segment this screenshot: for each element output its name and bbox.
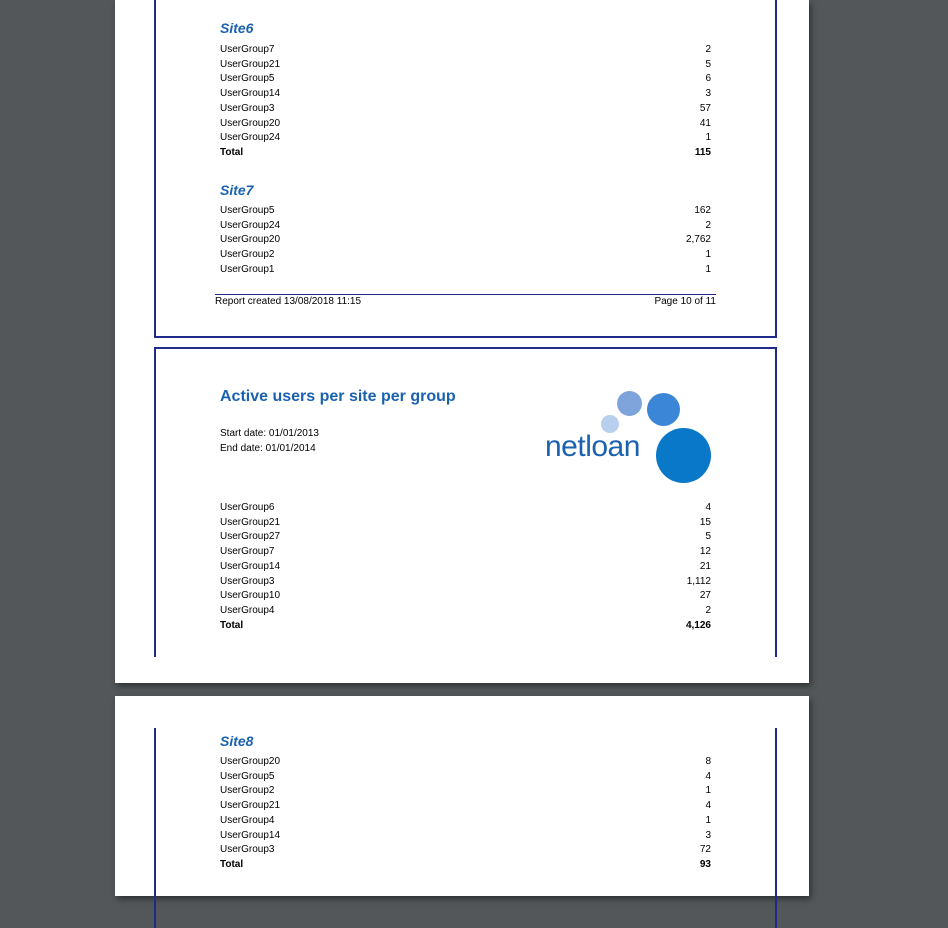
table-row bbox=[220, 118, 711, 133]
table-row bbox=[220, 576, 711, 591]
row-label: UserGroup2 bbox=[220, 249, 275, 261]
row-label: UserGroup21 bbox=[220, 58, 281, 70]
total-label: Total bbox=[220, 859, 244, 870]
row-value: 1 bbox=[705, 249, 711, 261]
row-value: 1 bbox=[705, 814, 711, 826]
row-value: 2 bbox=[705, 44, 711, 55]
row-value: 3 bbox=[705, 829, 711, 841]
total-value: 115 bbox=[694, 147, 711, 158]
table-row bbox=[220, 785, 711, 800]
row-value: 4 bbox=[705, 770, 711, 782]
row-value: 12 bbox=[699, 546, 711, 558]
table-row bbox=[220, 73, 711, 88]
section-title-site6: Site6 bbox=[220, 20, 254, 36]
total-row bbox=[220, 147, 711, 162]
row-label: UserGroup20 bbox=[220, 117, 281, 129]
table-row bbox=[220, 264, 711, 279]
row-label: UserGroup7 bbox=[220, 546, 275, 558]
table-row bbox=[220, 517, 711, 532]
row-label: UserGroup27 bbox=[220, 531, 281, 543]
row-label: UserGroup20 bbox=[220, 756, 281, 767]
row-value: 57 bbox=[699, 102, 711, 114]
row-value: 2 bbox=[705, 604, 711, 616]
table-row bbox=[220, 44, 711, 59]
table-row bbox=[220, 502, 711, 517]
table-row bbox=[220, 605, 711, 620]
table-row bbox=[220, 590, 711, 605]
row-value: 2,762 bbox=[685, 234, 711, 246]
row-label: UserGroup4 bbox=[220, 604, 275, 616]
row-value: 3 bbox=[705, 88, 711, 100]
table-row bbox=[220, 756, 711, 771]
row-label: UserGroup24 bbox=[220, 219, 281, 231]
row-value: 4 bbox=[705, 800, 711, 812]
logo-circle-mid bbox=[647, 393, 680, 426]
total-row bbox=[220, 859, 711, 874]
row-label: UserGroup21 bbox=[220, 516, 281, 528]
table-row bbox=[220, 59, 711, 74]
row-value: 2 bbox=[705, 219, 711, 231]
row-label: UserGroup1 bbox=[220, 263, 275, 275]
table-row bbox=[220, 561, 711, 576]
table-row bbox=[220, 546, 711, 561]
table-row bbox=[220, 132, 711, 147]
total-label: Total bbox=[220, 147, 244, 158]
page-footer bbox=[215, 294, 716, 307]
table-row bbox=[220, 103, 711, 118]
row-value: 21 bbox=[699, 560, 711, 572]
row-label: UserGroup3 bbox=[220, 102, 275, 114]
row-value: 27 bbox=[699, 590, 711, 602]
row-value: 41 bbox=[699, 117, 711, 129]
document-page-11 bbox=[115, 696, 809, 896]
section-title-site8: Site8 bbox=[220, 733, 254, 749]
total-label: Total bbox=[220, 620, 244, 631]
row-label: UserGroup7 bbox=[220, 44, 275, 55]
table-row bbox=[220, 531, 711, 546]
table-row bbox=[220, 234, 711, 249]
table-row bbox=[220, 88, 711, 103]
logo-circle-light bbox=[617, 391, 642, 416]
row-label: UserGroup21 bbox=[220, 800, 281, 812]
table-row bbox=[220, 830, 711, 845]
row-label: UserGroup14 bbox=[220, 560, 281, 572]
row-label: UserGroup6 bbox=[220, 502, 275, 513]
row-value: 4 bbox=[705, 502, 711, 513]
section-title-site7: Site7 bbox=[220, 182, 254, 198]
row-value: 162 bbox=[694, 205, 711, 216]
total-value: 4,126 bbox=[685, 620, 711, 631]
document-page-10 bbox=[115, 0, 809, 683]
row-value: 1 bbox=[705, 785, 711, 797]
row-value: 6 bbox=[705, 73, 711, 85]
table-row bbox=[220, 205, 711, 220]
row-value: 1,112 bbox=[686, 575, 711, 587]
row-value: 1 bbox=[705, 132, 711, 144]
report-title: Active users per site per group bbox=[220, 388, 456, 405]
table-row bbox=[220, 800, 711, 815]
row-value: 1 bbox=[705, 263, 711, 275]
row-value: 5 bbox=[705, 58, 711, 70]
end-date: End date: 01/01/2014 bbox=[220, 443, 316, 454]
row-value: 72 bbox=[699, 844, 711, 856]
table-row bbox=[220, 220, 711, 235]
row-value: 5 bbox=[705, 531, 711, 543]
table-row bbox=[220, 249, 711, 264]
table-row bbox=[220, 771, 711, 786]
row-label: UserGroup4 bbox=[220, 814, 275, 826]
logo-wordmark: netloan bbox=[545, 430, 640, 463]
table-row bbox=[220, 844, 711, 859]
row-label: UserGroup10 bbox=[220, 590, 281, 602]
total-value: 93 bbox=[699, 859, 711, 870]
row-value: 15 bbox=[699, 516, 711, 528]
row-label: UserGroup2 bbox=[220, 785, 275, 797]
row-label: UserGroup5 bbox=[220, 73, 275, 85]
row-label: UserGroup3 bbox=[220, 575, 275, 587]
page-number-text: Page 10 of 11 bbox=[654, 296, 716, 307]
row-label: UserGroup24 bbox=[220, 132, 281, 144]
row-label: UserGroup5 bbox=[220, 205, 275, 216]
table-row bbox=[220, 815, 711, 830]
row-label: UserGroup14 bbox=[220, 88, 281, 100]
row-label: UserGroup3 bbox=[220, 844, 275, 856]
start-date: Start date: 01/01/2013 bbox=[220, 428, 319, 439]
row-label: UserGroup5 bbox=[220, 770, 275, 782]
row-label: UserGroup14 bbox=[220, 829, 281, 841]
total-row bbox=[220, 620, 711, 635]
logo-circle-dark bbox=[656, 428, 711, 483]
row-value: 8 bbox=[705, 756, 711, 767]
report-created-text: Report created 13/08/2018 11:15 bbox=[215, 296, 362, 307]
row-label: UserGroup20 bbox=[220, 234, 281, 246]
